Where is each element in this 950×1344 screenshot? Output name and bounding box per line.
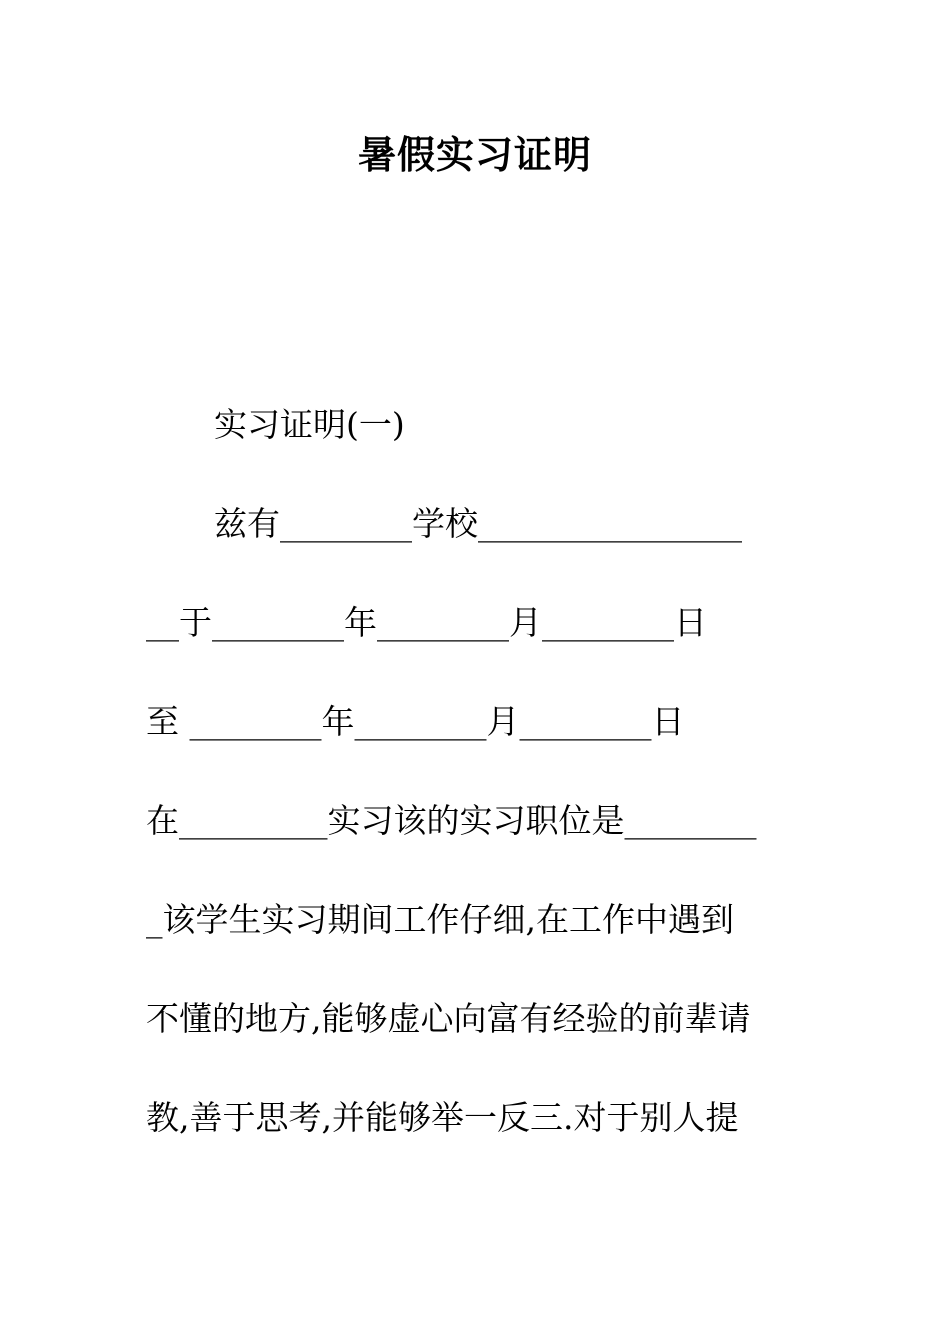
body-line: 不懂的地方,能够虚心向富有经验的前辈请 [146, 999, 751, 1038]
section-heading: 实习证明(一) [214, 405, 405, 444]
body-line: __于________年________月________日 [146, 603, 707, 642]
body-line: _该学生实习期间工作仔细,在工作中遇到 [146, 900, 734, 939]
document-title: 暑假实习证明 [357, 132, 592, 177]
body-line: 至 ________年________月________日 [146, 702, 685, 741]
body-line: 教,善于思考,并能够举一反三.对于别人提 [146, 1098, 739, 1137]
body-line: 在_________实习该的实习职位是________ [146, 801, 757, 840]
body-line: 兹有________学校________________ [214, 504, 742, 543]
